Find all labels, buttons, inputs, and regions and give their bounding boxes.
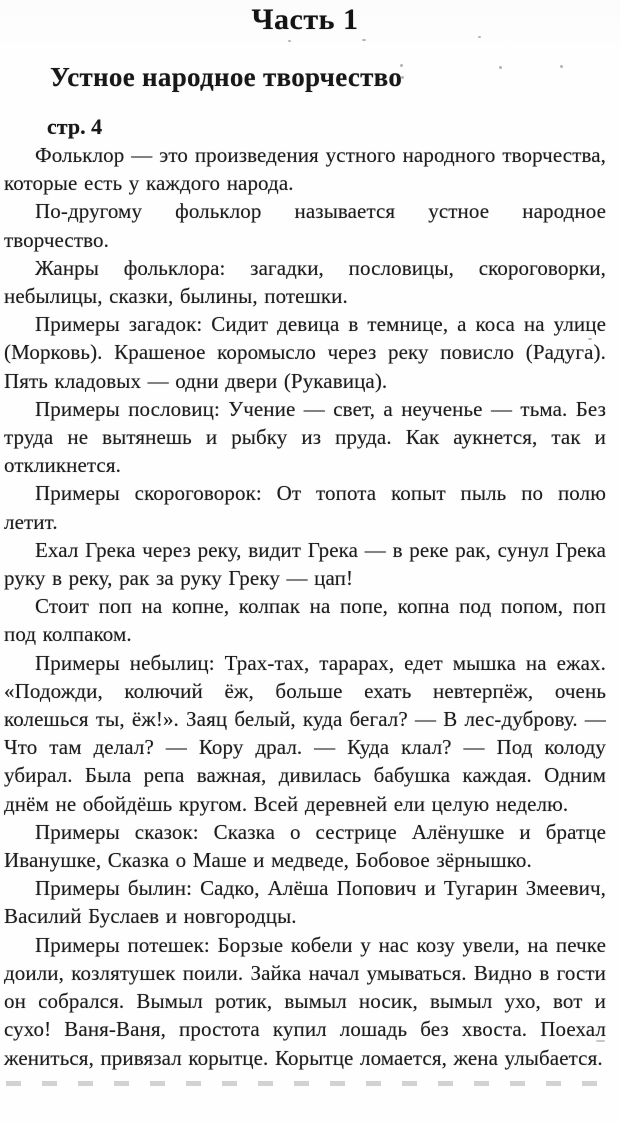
page-reference: стр. 4 [47,114,103,139]
paragraph-folklore-synonym: По-другому фольклор называется устное народное творчество. [4,199,606,252]
scan-bleedthrough-line [6,1081,604,1086]
paragraph-riddle-examples: Примеры загадок: Сидит девица в темнице, а коса на улице (Морковь). Крашеное коромысло через реку повисло (Радуга). Пять кладовых — одни двери (Рукавица). [4,312,606,393]
paragraph-fairytale-examples: Примеры сказок: Сказка о сестрице Алёнушке и братце Иванушке, Сказка о Маше и медведе, Бобовое зёрнышко. [4,819,606,873]
paragraph-bylina-examples: Примеры былин: Садко, Алёша Попович и Тугарин Змеевич, Василий Буслаев и новгородцы. [4,876,606,929]
paragraph-folklore-definition: Фольклор — это произведения устного народного творчества, которые есть у каждого народа. [4,143,606,196]
document-body [4,141,606,1072]
paragraph-tonguetwister-pop: Стоит поп на копне, колпак на попе, копна под попом, поп под колпаком. [4,594,606,647]
section-title: Устное народное творчество [50,62,403,92]
scan-speck [588,338,592,340]
scan-speck [560,65,563,68]
paragraph-tonguetwister-examples: Примеры скороговорок: От топота копыт пыль по полю летит. [4,481,606,534]
scan-speck [499,66,502,69]
paragraph-nebylitsa-examples: Примеры небылиц: Трах-тах, тарарах, едет мышка на ежах. «Подожди, колючий ёж, больше ехать невтерпёж, очень колешься ты, ёж!». Заяц белый, куда бегал? — В лес-дуброву. — Что там делал? — Кору драл. — Куда клал? — Под колоду убирал. Была репа важная, дивилась бабушка каждая. Одним днём не обойдёшь кругом. Всей деревней ели целую неделю. [4,650,606,816]
paragraph-folklore-genres: Жанры фольклора: загадки, пословицы, скороговорки, небылицы, сказки, былины, потешки. [4,255,606,309]
paragraph-tonguetwister-greka: Ехал Грека через реку, видит Грека — в реке рак, сунул Грека руку в реку, рак за руку Греку — цап! [4,537,606,591]
scan-speck [400,64,403,67]
scan-speck [478,36,481,38]
scan-speck [401,76,404,79]
paragraph-proverb-examples: Примеры пословиц: Учение — свет, а неученье — тьма. Без труда не вытянешь и рыбку из пруда. Как аукнется, так и откликнется. [4,396,606,478]
scan-speck [288,40,291,42]
part-title: Часть 1 [251,3,359,36]
scan-speck [362,39,366,41]
paragraph-poteshka-examples: Примеры потешек: Борзые кобели у нас козу увели, на печке доили, козлятушек поили. Зайка начал умываться. Видно в гости он собрался. Вымыл ротик, вымыл носик, вымыл ухо, вот и сухо! Ваня-Ваня, простота купил лошадь без хвоста. Поехал жениться, привязал корытце. Корытце ломается, жена улыбается. [4,932,606,1070]
scan-speck [596,1040,605,1042]
